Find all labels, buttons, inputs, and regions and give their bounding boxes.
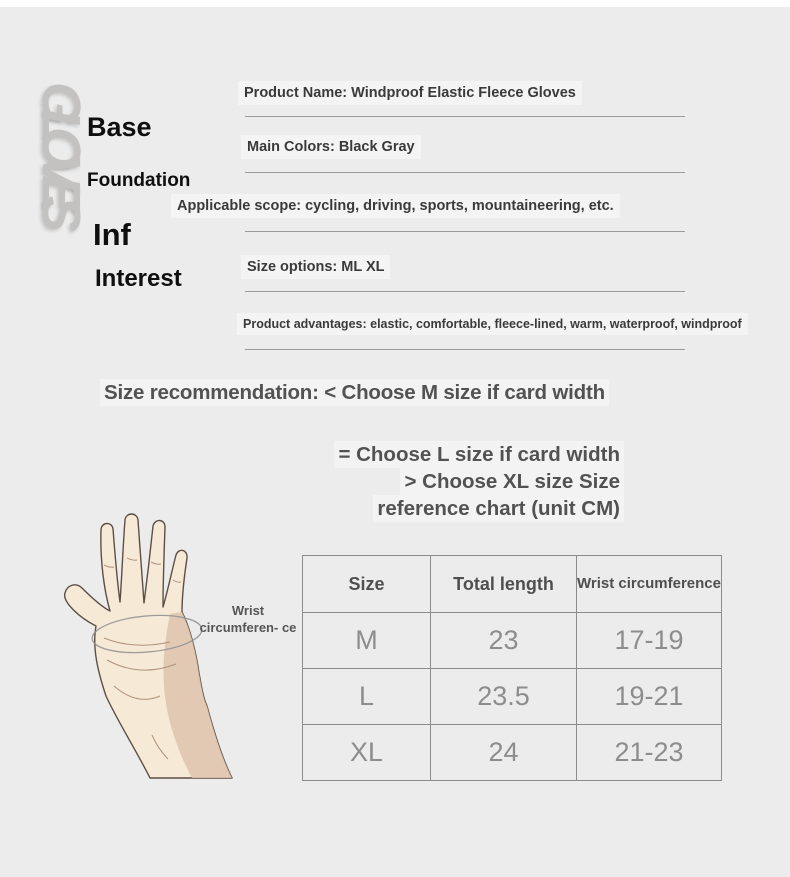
size-recommendation-heading-text: Size recommendation: < Choose M size if card width (100, 379, 609, 406)
divider-line (245, 172, 685, 173)
size-recommendation-block (334, 441, 624, 522)
spec-main-colors (241, 140, 421, 155)
cell-size: M (303, 613, 431, 669)
spec-size-options (241, 260, 390, 275)
spec-applicable-scope-text: Applicable scope: cycling, driving, sports, mountaineering, etc. (171, 194, 620, 218)
cell-size: XL (303, 725, 431, 781)
hand-illustration-svg (52, 510, 247, 782)
label-interest: Interest (95, 265, 182, 292)
gloves-watermark-text: GLOVES (31, 82, 91, 218)
cell-wrist: 19-21 (577, 669, 722, 725)
size-recommendation-line3: > Choose XL size Size (334, 468, 624, 495)
cell-total-length: 24 (431, 725, 577, 781)
spec-product-advantages (237, 318, 748, 331)
spec-product-name-text: Product Name: Windproof Elastic Fleece Gloves (238, 81, 582, 105)
size-recommendation-line2: = Choose L size if card width (334, 441, 624, 468)
cell-size: L (303, 669, 431, 725)
spec-applicable-scope (171, 199, 620, 214)
size-table-header-size: Size (303, 556, 431, 613)
label-foundation: Foundation (87, 170, 191, 191)
size-table-header-total-length: Total length (431, 556, 577, 613)
spec-product-name (238, 86, 582, 101)
size-recommendation-line4: reference chart (unit CM) (334, 495, 624, 522)
cell-wrist: 21-23 (577, 725, 722, 781)
size-table-row-m (303, 613, 722, 669)
cell-total-length: 23 (431, 613, 577, 669)
cell-wrist: 17-19 (577, 613, 722, 669)
spec-product-advantages-text: Product advantages: elastic, comfortable, fleece-lined, warm, waterproof, windproof (237, 313, 748, 335)
size-table-row-l (303, 669, 722, 725)
hand-illustration (52, 510, 247, 782)
divider-line (245, 291, 685, 292)
label-inf: Inf (93, 217, 131, 252)
size-table-header-row (303, 556, 722, 613)
wrist-circumference-label: Wrist circumferen- ce (199, 603, 297, 635)
size-recommendation-heading (100, 383, 609, 404)
cell-total-length: 23.5 (431, 669, 577, 725)
size-table-row-xl (303, 725, 722, 781)
size-table (302, 555, 722, 781)
size-table-header-wrist: Wrist circumference (577, 556, 722, 613)
spec-main-colors-text: Main Colors: Black Gray (241, 135, 421, 159)
divider-line (245, 231, 685, 232)
label-base: Base (87, 112, 152, 142)
divider-line (245, 349, 685, 350)
spec-size-options-text: Size options: ML XL (241, 255, 390, 279)
divider-line (245, 116, 685, 117)
